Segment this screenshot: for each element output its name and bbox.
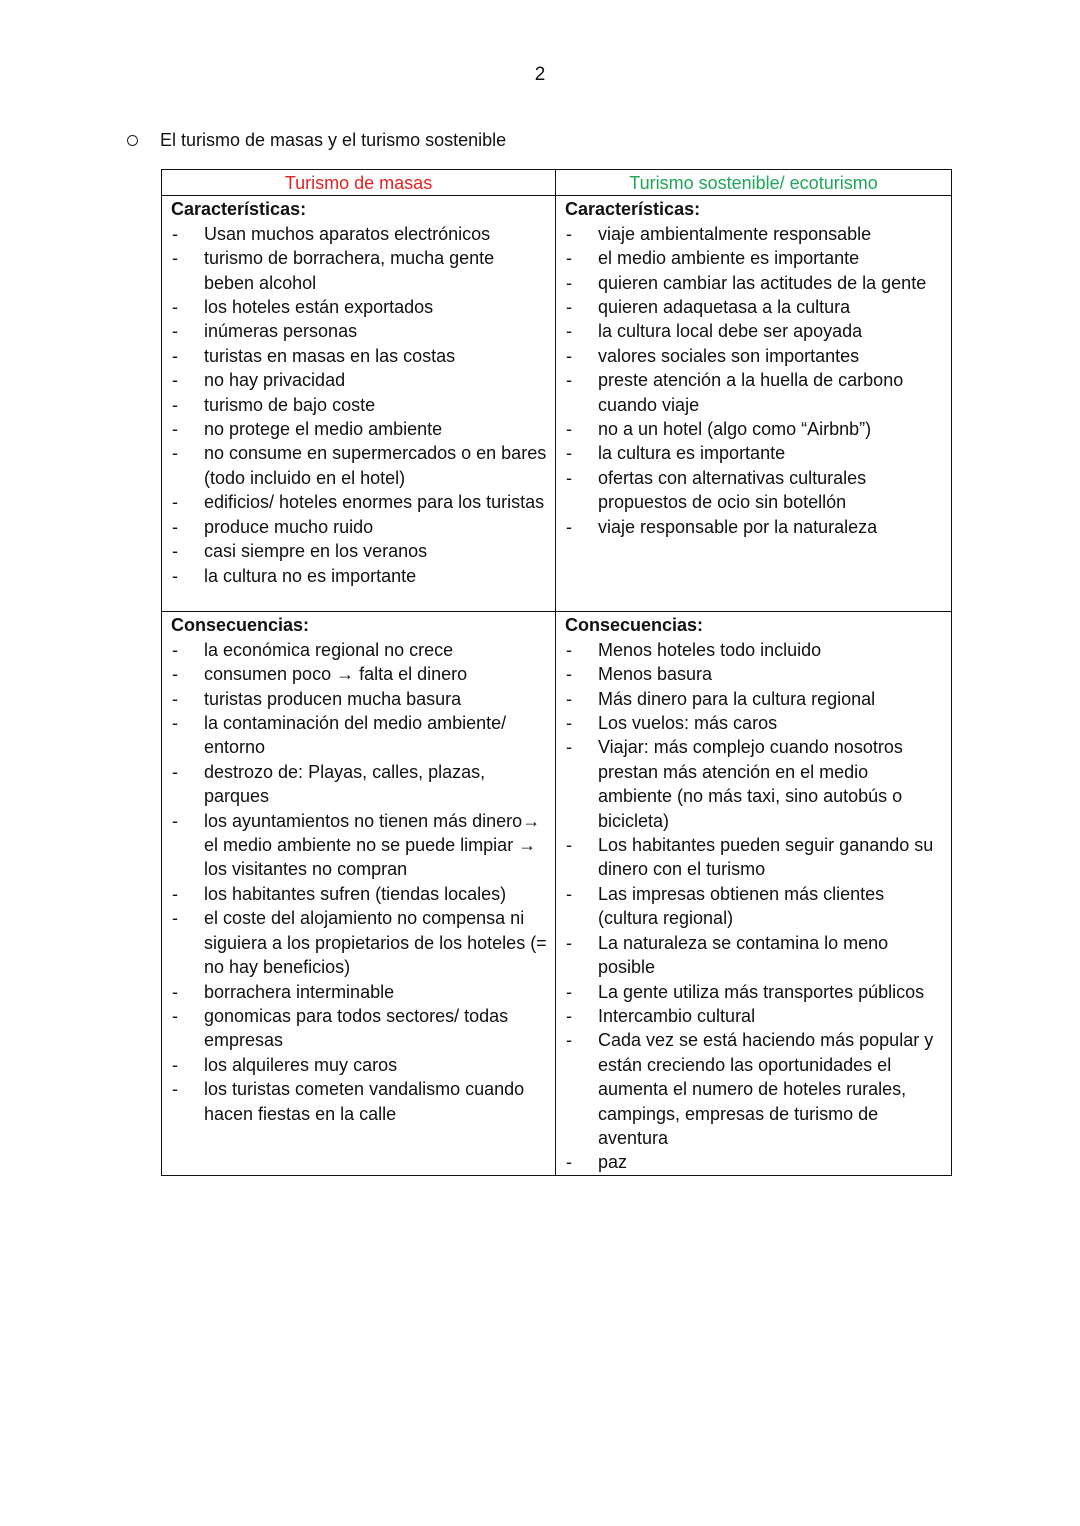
list-item: - el medio ambiente es importante bbox=[565, 246, 945, 270]
masas-consequences-title: Consecuencias: bbox=[171, 615, 310, 636]
list-item: - no protege el medio ambiente bbox=[171, 417, 549, 441]
section-heading bbox=[127, 130, 506, 151]
list-item: - los turistas cometen vandalismo cuando hacen fiestas en la calle bbox=[171, 1077, 549, 1126]
masas-characteristics-title: Características: bbox=[171, 199, 307, 220]
table-header-row bbox=[162, 170, 952, 196]
list-item: - los hoteles están exportados bbox=[171, 295, 549, 319]
list-item: - Intercambio cultural bbox=[565, 1004, 945, 1028]
list-item: - la cultura no es importante bbox=[171, 564, 549, 588]
list-item: - no a un hotel (algo como “Airbnb”) bbox=[565, 417, 945, 441]
list-item: - la contaminación del medio ambiente/ entorno bbox=[171, 711, 549, 760]
list-item: - quieren cambiar las actitudes de la gente bbox=[565, 271, 945, 295]
list-item: - los habitantes sufren (tiendas locales) bbox=[171, 882, 549, 906]
list-item: - paz bbox=[565, 1150, 945, 1174]
list-item: - borrachera interminable bbox=[171, 980, 549, 1004]
list-item: - turismo de borrachera, mucha gente beben alcohol bbox=[171, 246, 549, 295]
sostenible-consequences-title: Consecuencias: bbox=[565, 615, 704, 636]
list-item: - no hay privacidad bbox=[171, 368, 549, 392]
column-header-masas: Turismo de masas bbox=[162, 170, 556, 196]
list-item: - inúmeras personas bbox=[171, 319, 549, 343]
list-item: - Usan muchos aparatos electrónicos bbox=[171, 222, 549, 246]
list-item: - produce mucho ruido bbox=[171, 515, 549, 539]
list-item: - Menos basura bbox=[565, 662, 945, 686]
characteristics-row bbox=[162, 196, 952, 612]
list-item: - destrozo de: Playas, calles, plazas, parques bbox=[171, 760, 549, 809]
list-item: - La gente utiliza más transportes públicos bbox=[565, 980, 945, 1004]
list-item: - viaje ambientalmente responsable bbox=[565, 222, 945, 246]
list-item: - turismo de bajo coste bbox=[171, 393, 549, 417]
list-item: - valores sociales son importantes bbox=[565, 344, 945, 368]
list-item: - los ayuntamientos no tienen más dinero→ el medio ambiente no se puede limpiar → los visitantes no compran bbox=[171, 809, 549, 882]
list-item: - viaje responsable por la naturaleza bbox=[565, 515, 945, 539]
list-item: - preste atención a la huella de carbono cuando viaje bbox=[565, 368, 945, 417]
hollow-bullet-icon bbox=[127, 135, 138, 146]
list-item: - no consume en supermercados o en bares (todo incluido en el hotel) bbox=[171, 441, 549, 490]
list-item: - Más dinero para la cultura regional bbox=[565, 687, 945, 711]
list-item: - turistas en masas en las costas bbox=[171, 344, 549, 368]
masas-consequences-cell bbox=[162, 612, 556, 1175]
list-item: - Viajar: más complejo cuando nosotros prestan más atención en el medio ambiente (no más taxi, sino autobús o bicicleta) bbox=[565, 735, 945, 833]
list-item: - casi siempre en los veranos bbox=[171, 539, 549, 563]
list-item: - consumen poco → falta el dinero bbox=[171, 662, 549, 686]
list-item: - gonomicas para todos sectores/ todas empresas bbox=[171, 1004, 549, 1053]
section-heading-text: El turismo de masas y el turismo sostenible bbox=[160, 130, 507, 150]
masas-characteristics-list bbox=[171, 222, 549, 588]
list-item: - turistas producen mucha basura bbox=[171, 687, 549, 711]
list-item: - quieren adaquetasa a la cultura bbox=[565, 295, 945, 319]
list-item: - la cultura local debe ser apoyada bbox=[565, 319, 945, 343]
sostenible-characteristics-list bbox=[565, 222, 945, 539]
masas-characteristics-cell bbox=[162, 196, 556, 612]
list-item: - el coste del alojamiento no compensa ni siguiera a los propietarios de los hoteles (= no hay beneficios) bbox=[171, 906, 549, 979]
consequences-row bbox=[162, 612, 952, 1175]
list-item: - ofertas con alternativas culturales propuestos de ocio sin botellón bbox=[565, 466, 945, 515]
list-item: - Cada vez se está haciendo más popular y están creciendo las oportunidades el aumenta el numero de hoteles rurales, campings, empresas de turismo de aventura bbox=[565, 1028, 945, 1150]
comparison-table bbox=[161, 169, 952, 1176]
list-item: - edificios/ hoteles enormes para los turistas bbox=[171, 490, 549, 514]
list-item: - Los habitantes pueden seguir ganando su dinero con el turismo bbox=[565, 833, 945, 882]
list-item: - La naturaleza se contamina lo meno posible bbox=[565, 931, 945, 980]
list-item: - la cultura es importante bbox=[565, 441, 945, 465]
list-item: - Las impresas obtienen más clientes (cultura regional) bbox=[565, 882, 945, 931]
list-item: - los alquileres muy caros bbox=[171, 1053, 549, 1077]
masas-consequences-list bbox=[171, 638, 549, 1126]
list-item: - Los vuelos: más caros bbox=[565, 711, 945, 735]
sostenible-characteristics-cell bbox=[556, 196, 952, 612]
sostenible-consequences-cell bbox=[556, 612, 952, 1175]
column-header-sostenible: Turismo sostenible/ ecoturismo bbox=[556, 170, 952, 196]
list-item: - la económica regional no crece bbox=[171, 638, 549, 662]
sostenible-characteristics-title: Características: bbox=[565, 199, 701, 220]
page-number: 2 bbox=[534, 64, 546, 85]
sostenible-consequences-list bbox=[565, 638, 945, 1175]
list-item: - Menos hoteles todo incluido bbox=[565, 638, 945, 662]
